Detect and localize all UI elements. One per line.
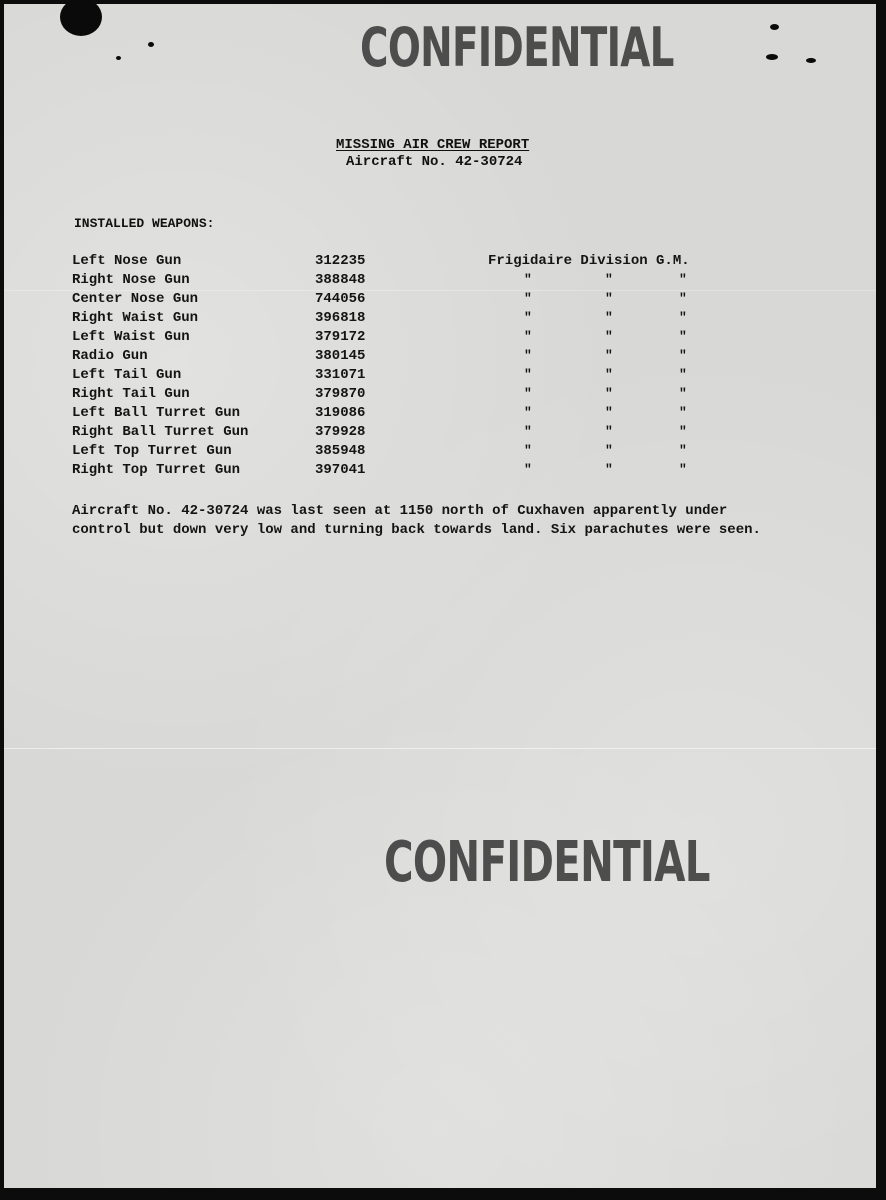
weapon-position: Right Ball Turret Gun: [72, 424, 249, 440]
ink-smudge: [60, 0, 102, 36]
ditto-mark: ": [524, 310, 532, 325]
ditto-mark: ": [524, 462, 532, 477]
weapon-position: Left Ball Turret Gun: [72, 405, 241, 421]
confidential-stamp-bottom: CONFIDENTIAL: [384, 830, 710, 895]
report-title: MISSING AIR CREW REPORT: [336, 137, 530, 153]
weapon-serial: 379928: [315, 424, 366, 440]
ink-speck: [806, 58, 816, 63]
ditto-mark: ": [679, 310, 687, 325]
narrative-line: control but down very low and turning back towards land. Six parachutes were seen.: [72, 522, 761, 538]
ditto-mark: ": [524, 443, 532, 458]
manufacturer-header: Frigidaire Division G.M.: [488, 253, 690, 269]
weapon-position: Left Waist Gun: [72, 329, 190, 345]
weapon-position: Right Waist Gun: [72, 310, 199, 326]
ditto-mark: ": [605, 386, 613, 401]
weapon-position: Right Top Turret Gun: [72, 462, 241, 478]
ditto-mark: ": [679, 443, 687, 458]
narrative-paragraph: [72, 502, 852, 540]
aircraft-number: Aircraft No. 42-30724: [346, 154, 523, 170]
ditto-mark: ": [679, 272, 687, 287]
confidential-stamp-top: CONFIDENTIAL: [360, 16, 674, 79]
ditto-mark: ": [524, 405, 532, 420]
ditto-mark: ": [524, 386, 532, 401]
ditto-mark: ": [524, 329, 532, 344]
weapon-serial: 379172: [315, 329, 366, 345]
ditto-mark: ": [679, 424, 687, 439]
ink-speck: [148, 42, 154, 47]
weapon-serial: 380145: [315, 348, 366, 364]
weapon-position: Right Tail Gun: [72, 386, 190, 402]
ditto-mark: ": [605, 405, 613, 420]
ditto-mark: ": [605, 443, 613, 458]
weapon-position: Right Nose Gun: [72, 272, 190, 288]
weapon-position: Center Nose Gun: [72, 291, 199, 307]
weapon-serial: 312235: [315, 253, 366, 269]
ink-speck: [766, 54, 778, 60]
ditto-mark: ": [524, 291, 532, 306]
ditto-mark: ": [524, 272, 532, 287]
ditto-mark: ": [524, 348, 532, 363]
document-page: [4, 4, 876, 1188]
weapon-position: Left Top Turret Gun: [72, 443, 232, 459]
weapon-serial: 385948: [315, 443, 366, 459]
section-title-installed-weapons: INSTALLED WEAPONS:: [74, 216, 215, 231]
ink-speck: [770, 24, 779, 30]
narrative-line: Aircraft No. 42-30724 was last seen at 1150 north of Cuxhaven apparently under: [72, 503, 728, 519]
ditto-mark: ": [679, 348, 687, 363]
weapon-serial: 397041: [315, 462, 366, 478]
ditto-mark: ": [605, 462, 613, 477]
weapon-serial: 744056: [315, 291, 366, 307]
weapon-position: Left Nose Gun: [72, 253, 182, 269]
ditto-mark: ": [524, 367, 532, 382]
ditto-mark: ": [605, 348, 613, 363]
ditto-mark: ": [605, 272, 613, 287]
ditto-mark: ": [605, 310, 613, 325]
ditto-mark: ": [605, 367, 613, 382]
weapon-serial: 379870: [315, 386, 366, 402]
ditto-mark: ": [679, 462, 687, 477]
weapon-serial: 331071: [315, 367, 366, 383]
scan-scratch: [4, 748, 876, 749]
ditto-mark: ": [605, 329, 613, 344]
weapon-position: Radio Gun: [72, 348, 148, 364]
ditto-mark: ": [679, 405, 687, 420]
ditto-mark: ": [679, 329, 687, 344]
ditto-mark: ": [679, 291, 687, 306]
ditto-mark: ": [605, 424, 613, 439]
ditto-mark: ": [679, 386, 687, 401]
weapon-serial: 319086: [315, 405, 366, 421]
weapon-serial: 388848: [315, 272, 366, 288]
ditto-mark: ": [679, 367, 687, 382]
ink-speck: [116, 56, 121, 60]
weapon-serial: 396818: [315, 310, 366, 326]
ditto-mark: ": [605, 291, 613, 306]
weapon-position: Left Tail Gun: [72, 367, 182, 383]
ditto-mark: ": [524, 424, 532, 439]
